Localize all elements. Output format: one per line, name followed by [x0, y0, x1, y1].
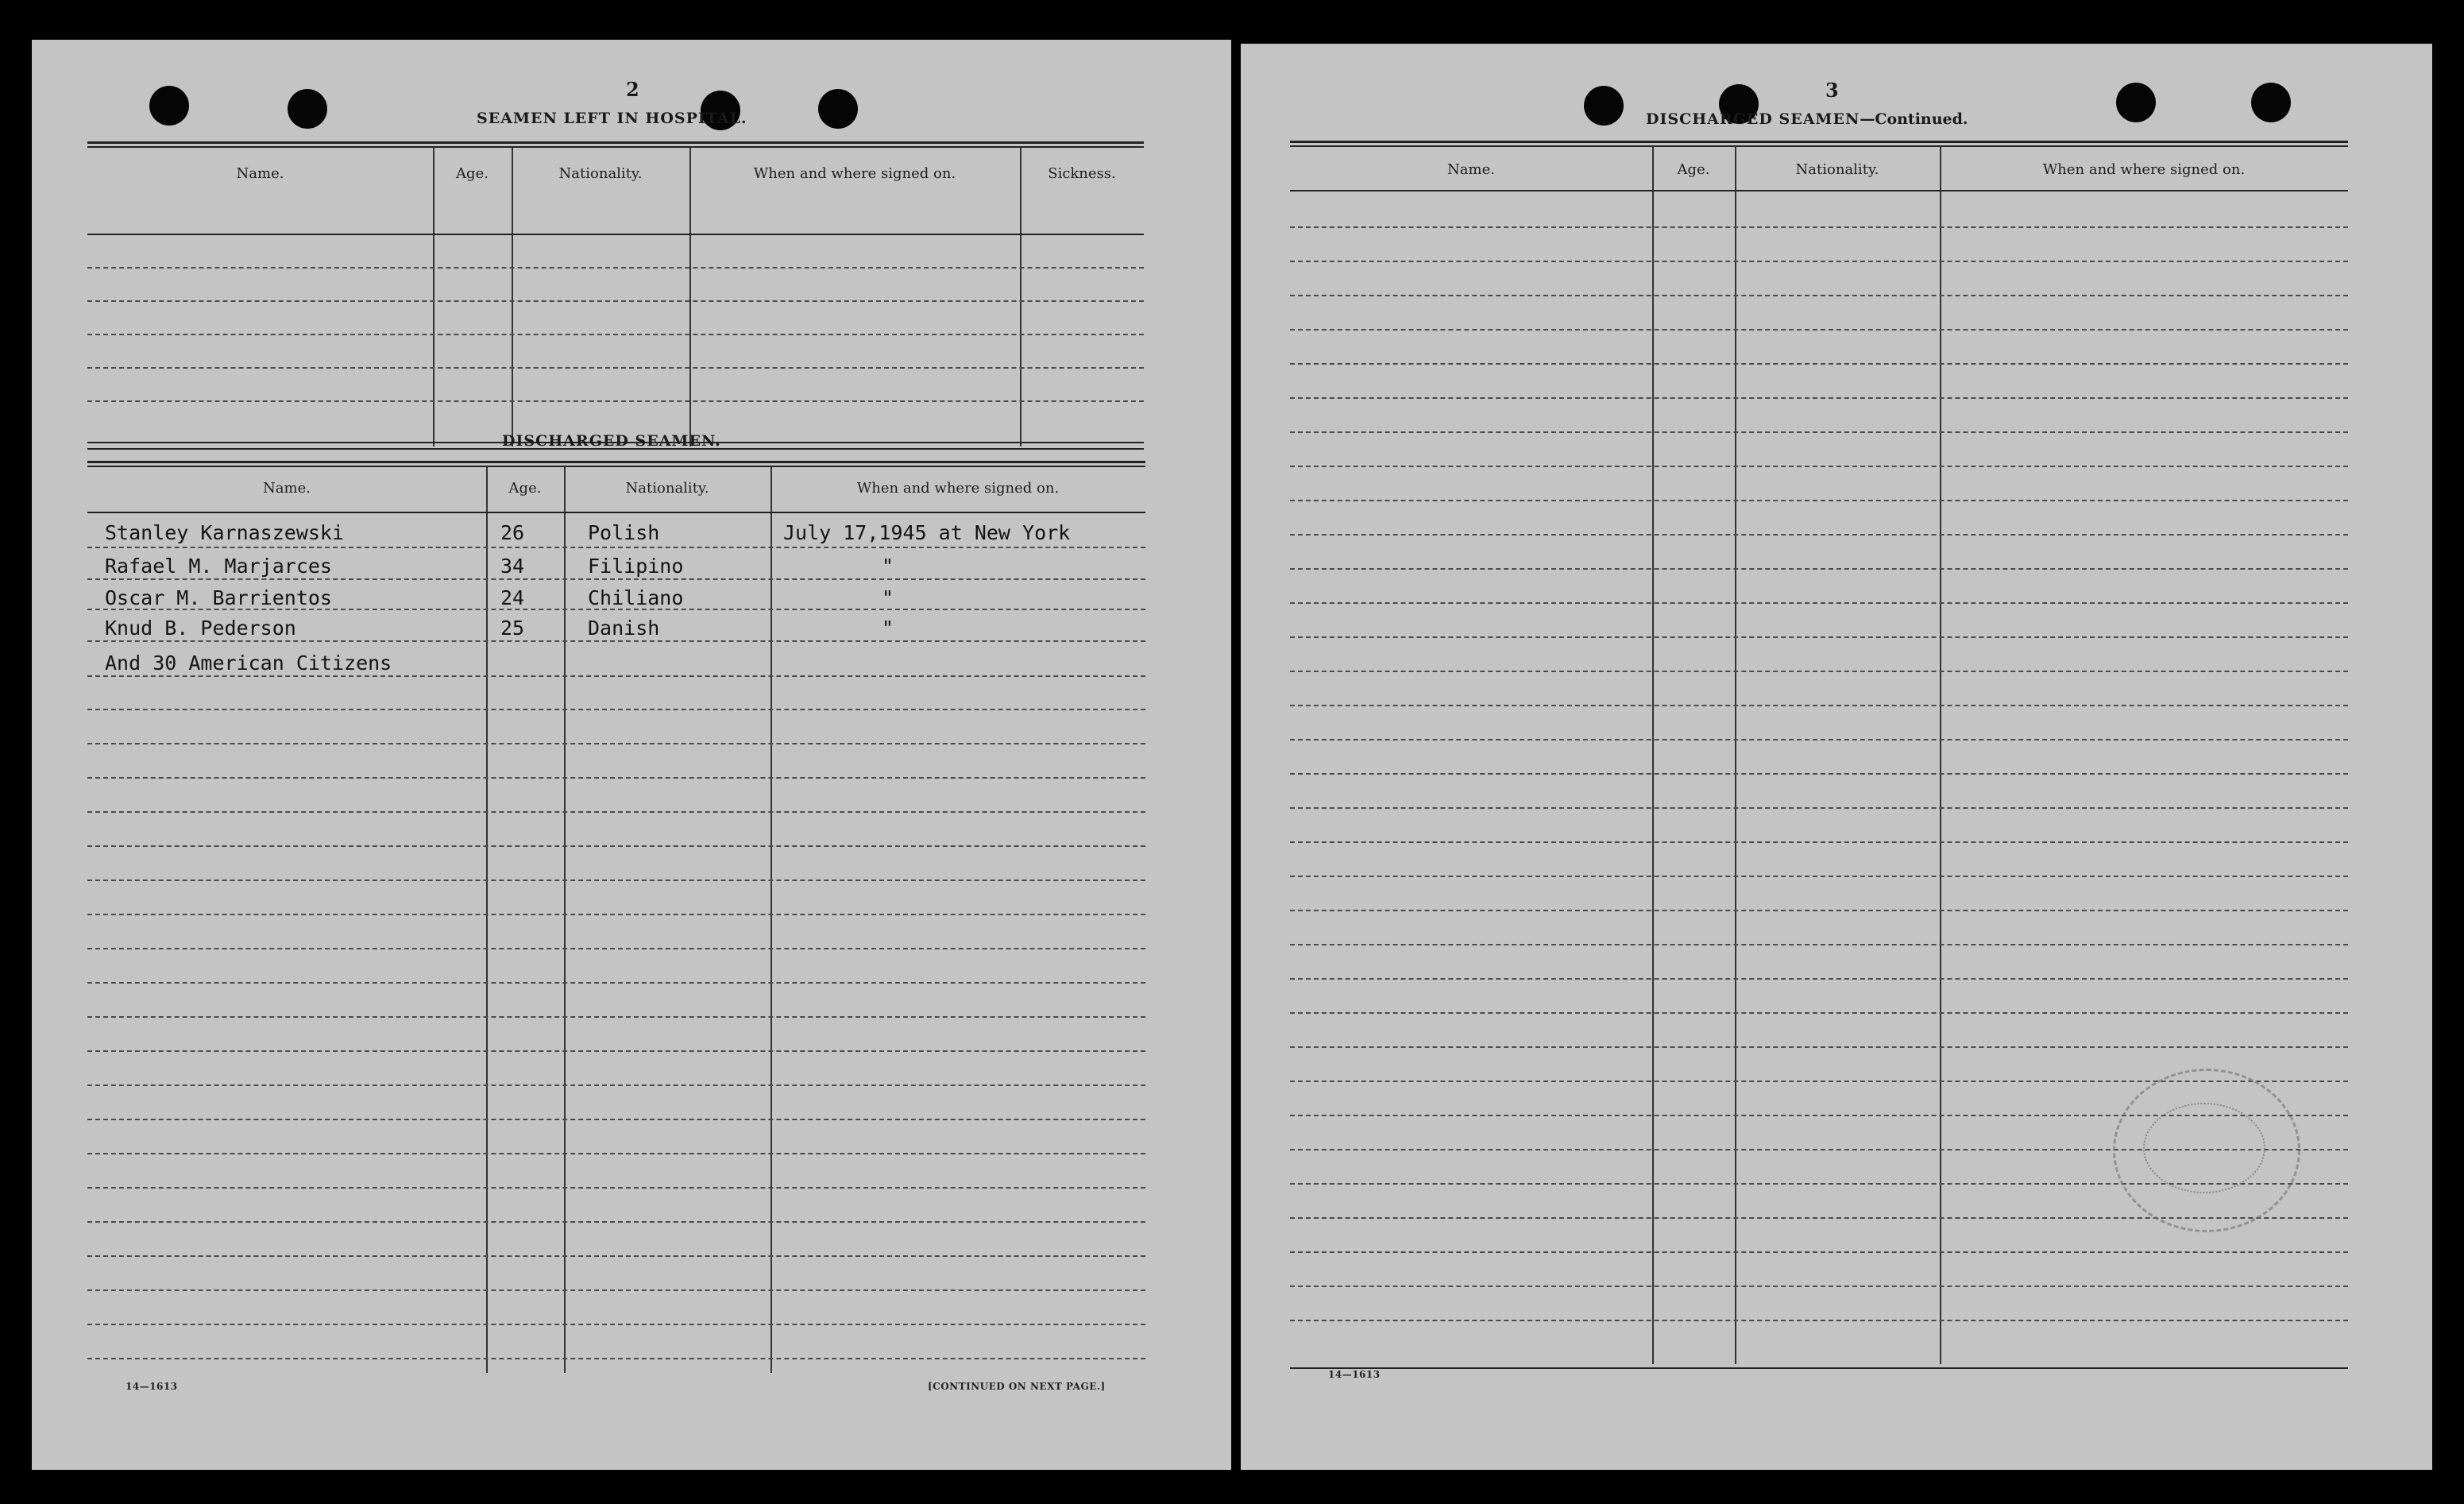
right-page: [1241, 44, 2432, 1470]
ruled-line: [1290, 739, 2348, 740]
ruled-line: [1290, 1251, 2348, 1253]
ruled-line: [1290, 534, 2348, 535]
header-nationality: Nationality.: [1795, 161, 1879, 178]
ruled-line: [87, 777, 1145, 779]
ruled-line: [1290, 807, 2348, 809]
ruled-line: [87, 709, 1145, 710]
ruled-line: [87, 1119, 1145, 1120]
header-signed-on: When and where signed on.: [2042, 161, 2246, 178]
ruled-line: [1290, 397, 2348, 399]
faded-stamp: [2113, 1069, 2300, 1232]
ruled-line: [1290, 1320, 2348, 1321]
ruled-line: [87, 743, 1145, 744]
ruled-line: [1290, 363, 2348, 365]
discharged-table: [87, 461, 1145, 1373]
ruled-line: [87, 914, 1145, 915]
seaman-nationality: Chiliano: [588, 586, 684, 609]
discharged-continued-title: [1646, 110, 1968, 128]
ruled-line: [1290, 671, 2348, 672]
seaman-age: 24: [500, 586, 525, 609]
seaman-name: Knud B. Pederson: [105, 617, 296, 640]
header-signed-on: When and where signed on.: [753, 165, 956, 182]
form-number: 14—1613: [1328, 1369, 1381, 1380]
ruled-line: [1290, 1012, 2348, 1014]
ruled-line: [1290, 500, 2348, 501]
header-age: Age.: [456, 165, 489, 182]
seaman-signed-on: ": [882, 586, 894, 609]
header-signed-on: When and where signed on.: [856, 480, 1060, 497]
punch-hole: [2251, 83, 2291, 122]
ruled-line: [1290, 431, 2348, 433]
ruled-line: [87, 1050, 1145, 1052]
seaman-signed-on: July 17,1945 at New York: [783, 521, 1071, 544]
hospital-table: [87, 141, 1144, 453]
ruled-line: [1290, 1046, 2348, 1048]
seaman-age: 26: [500, 521, 525, 544]
punch-hole: [288, 89, 327, 129]
ruled-line: [87, 675, 1145, 677]
ruled-line: [1290, 261, 2348, 262]
continued-note: [CONTINUED ON NEXT PAGE.]: [928, 1381, 1106, 1392]
page-number: 3: [1825, 79, 1839, 102]
ruled-line: [1290, 910, 2348, 911]
header-nationality: Nationality.: [625, 480, 709, 497]
ruled-line: [87, 1255, 1145, 1257]
ruled-line: [87, 578, 1145, 580]
title-continued: —Continued.: [1860, 110, 1968, 128]
ruled-line: [1290, 978, 2348, 980]
header-nationality: Nationality.: [558, 165, 643, 182]
ruled-line: [1290, 841, 2348, 843]
header-name: Name.: [1447, 161, 1495, 178]
ruled-line: [1290, 568, 2348, 570]
ruled-line: [1290, 466, 2348, 467]
punch-hole: [2116, 83, 2156, 122]
ruled-line: [87, 845, 1145, 847]
ruled-line: [1290, 636, 2348, 638]
header-sickness: Sickness.: [1048, 165, 1116, 182]
left-page: [32, 40, 1231, 1470]
ruled-line: [87, 948, 1145, 949]
ruled-line: [1290, 944, 2348, 945]
seaman-nationality: Danish: [588, 617, 660, 640]
ruled-line: [87, 1153, 1145, 1154]
seaman-name: And 30 American Citizens: [105, 651, 392, 675]
form-number: 14—1613: [126, 1381, 178, 1392]
punch-hole: [818, 89, 858, 129]
ruled-line: [87, 1187, 1145, 1189]
page-number: 2: [626, 78, 639, 101]
ruled-line: [87, 982, 1145, 984]
ruled-line: [87, 1085, 1145, 1086]
punch-hole: [149, 86, 189, 126]
header-age: Age.: [1677, 161, 1710, 178]
ruled-line: [1290, 705, 2348, 706]
ruled-line: [1290, 1286, 2348, 1287]
ruled-line: [87, 1016, 1145, 1018]
ruled-line: [87, 811, 1145, 813]
ruled-line: [87, 1358, 1145, 1359]
ruled-line: [1290, 295, 2348, 296]
hospital-section-title: SEAMEN LEFT IN HOSPITAL.: [477, 110, 747, 127]
seaman-age: 25: [500, 617, 525, 640]
ruled-line: [1290, 773, 2348, 775]
header-age: Age.: [508, 480, 542, 497]
ruled-line: [1290, 226, 2348, 228]
discharged-section-title: DISCHARGED SEAMEN.: [502, 432, 721, 450]
seaman-age: 34: [500, 555, 525, 578]
ruled-line: [87, 609, 1145, 610]
title-main: DISCHARGED SEAMEN: [1646, 110, 1860, 128]
ruled-line: [87, 880, 1145, 881]
punch-hole: [1584, 86, 1624, 126]
header-name: Name.: [263, 480, 311, 497]
seaman-signed-on: ": [882, 617, 894, 640]
ruled-line: [87, 547, 1145, 548]
header-name: Name.: [236, 165, 284, 182]
seaman-signed-on: ": [882, 555, 894, 578]
ruled-line: [87, 1289, 1145, 1291]
ruled-line: [87, 640, 1145, 642]
ruled-line: [87, 1221, 1145, 1223]
seaman-name: Stanley Karnaszewski: [105, 521, 345, 544]
ruled-line: [1290, 602, 2348, 604]
seaman-name: Rafael M. Marjarces: [105, 555, 332, 578]
ruled-line: [1290, 329, 2348, 331]
ruled-line: [87, 1324, 1145, 1325]
seaman-nationality: Polish: [588, 521, 660, 544]
seaman-name: Oscar M. Barrientos: [105, 586, 332, 609]
seaman-nationality: Filipino: [588, 555, 684, 578]
ruled-line: [1290, 876, 2348, 877]
